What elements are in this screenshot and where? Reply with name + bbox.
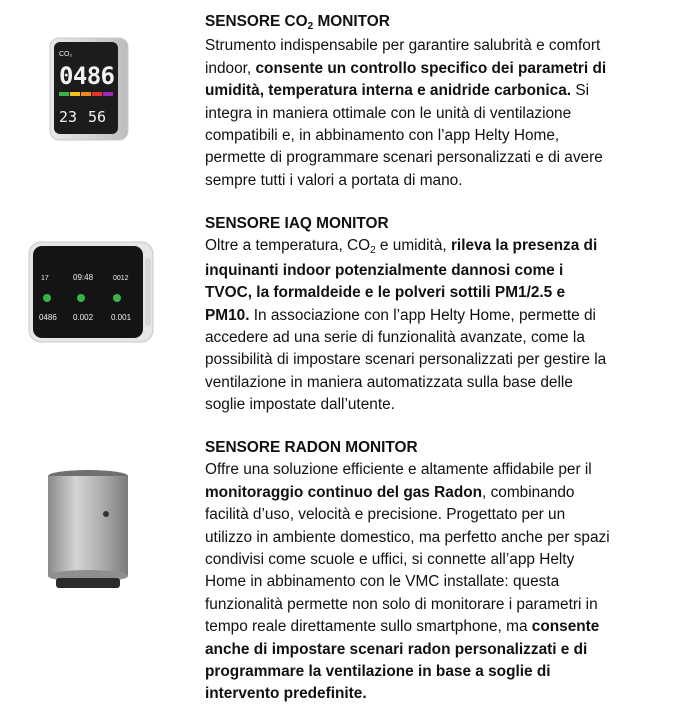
radon-monitor-device-image	[44, 466, 132, 594]
text-segment: e umidità,	[375, 237, 451, 255]
text-segment: permette di programmare scenari personalizzati e di avere	[205, 149, 603, 167]
text-segment: possibilità di impostare scenari personalizzati per gestire la	[205, 351, 607, 369]
text-segment: indoor,	[205, 59, 256, 77]
text-segment: compatibili e, in abbinamento con l’app Helty Home,	[205, 127, 560, 145]
description-line	[205, 394, 685, 416]
bold-text: anche di impostare scenari radon personalizzati e di	[205, 640, 588, 658]
temperature-value: 23	[59, 108, 78, 126]
bold-text: monitoraggio continuo del gas Radon	[205, 483, 483, 501]
bold-text: consente un controllo specifico dei parametri di	[255, 59, 607, 77]
description-line	[205, 235, 685, 259]
description-line	[205, 327, 685, 349]
bold-text: programmare la ventilazione in base a soglie di	[205, 663, 551, 681]
text-segment: Strumento indispensabile per garantire salubrità e comfort	[205, 37, 601, 55]
radon-description	[205, 459, 685, 705]
description-line	[205, 504, 685, 526]
description-line	[205, 482, 685, 504]
bold-text: TVOC, la formaldeide e le polveri sottili PM1/2.5 e	[205, 284, 566, 302]
bold-text: inquinanti indoor potenzialmente dannosi come i	[205, 261, 564, 279]
description-line	[205, 459, 685, 481]
description-line	[205, 571, 685, 593]
text-segment: facilità d’uso, velocità e precisione. Progettato per un	[205, 506, 566, 524]
text-segment: funzionalità permette non solo di monitorare i parametri in	[205, 595, 598, 613]
text-segment: ventilazione in maniera automatizzata sulla base delle	[205, 373, 573, 391]
radon-title: SENSORE RADON MONITOR	[205, 439, 418, 456]
iaq-title: SENSORE IAQ MONITOR	[205, 215, 389, 232]
co2-label: CO₂	[59, 51, 73, 58]
text-segment: Offre una soluzione efficiente e altamente affidabile per il	[205, 461, 592, 479]
radon-text-block	[205, 437, 685, 706]
humidity-value: 56	[88, 108, 107, 126]
text-segment: 2	[370, 245, 376, 257]
description-line	[205, 639, 685, 661]
text-segment: condivisi come scuole e uffici, si connette all’app Helty	[205, 551, 575, 569]
description-line	[205, 549, 685, 571]
bold-text: rileva la presenza di	[450, 237, 598, 255]
description-line	[205, 58, 685, 80]
text-segment: tempo reale direttamente sullo smartphone, ma	[205, 618, 532, 636]
text-segment: Oltre a temperatura, CO	[205, 237, 371, 255]
co2-reading: 0486	[39, 313, 57, 322]
description-line	[205, 125, 685, 147]
co2-text-block	[205, 11, 685, 192]
description-line	[205, 260, 685, 282]
description-line	[205, 35, 685, 57]
text-segment: soglie impostate dall’utente.	[205, 396, 395, 414]
description-line	[205, 683, 685, 705]
text-segment: Home in abbinamento con le VMC installate: questa	[205, 573, 560, 591]
description-line	[205, 372, 685, 394]
hcho-reading: 0.002	[73, 313, 94, 322]
pm-value: 0012	[113, 275, 129, 282]
bold-text: umidità, temperatura interna e anidride carbonica.	[205, 82, 572, 100]
description-line	[205, 147, 685, 169]
text-segment: , combinando	[482, 483, 575, 501]
description-line	[205, 616, 685, 638]
text-segment: Si	[571, 82, 590, 100]
co2-monitor-device-image	[48, 36, 130, 142]
description-line	[205, 594, 685, 616]
bold-text: consente	[531, 618, 600, 636]
description-line	[205, 103, 685, 125]
text-segment: accedere ad una serie di funzionalità avanzate, come la	[205, 329, 585, 347]
aqi-value: 17	[41, 275, 49, 282]
co2-title: SENSORE $CO_2$ MONITOR	[205, 13, 390, 32]
description-line	[205, 349, 685, 371]
description-line	[205, 170, 685, 192]
co2-description	[205, 35, 685, 192]
description-line	[205, 80, 685, 102]
iaq-monitor-device-image	[27, 238, 155, 346]
text-segment: sempre tutti i valori a portata di mano.	[205, 171, 463, 189]
iaq-text-block	[205, 213, 685, 417]
text-segment: utilizzo in ambiente domestico, ma perfetto anche per spazi	[205, 528, 610, 546]
bold-text: PM10.	[205, 306, 250, 324]
description-line	[205, 661, 685, 683]
co2-value: 0486	[59, 62, 115, 90]
tvoc-reading: 0.001	[111, 313, 132, 322]
text-segment: In associazione con l’app Helty Home, permette di	[249, 306, 596, 324]
time-value: 09:48	[73, 273, 94, 282]
description-line	[205, 305, 685, 327]
iaq-description	[205, 235, 685, 416]
description-line	[205, 527, 685, 549]
bold-text: intervento predefinite.	[205, 685, 367, 703]
text-segment: integra in maniera ottimale con le unità di ventilazione	[205, 104, 572, 122]
description-line	[205, 282, 685, 304]
